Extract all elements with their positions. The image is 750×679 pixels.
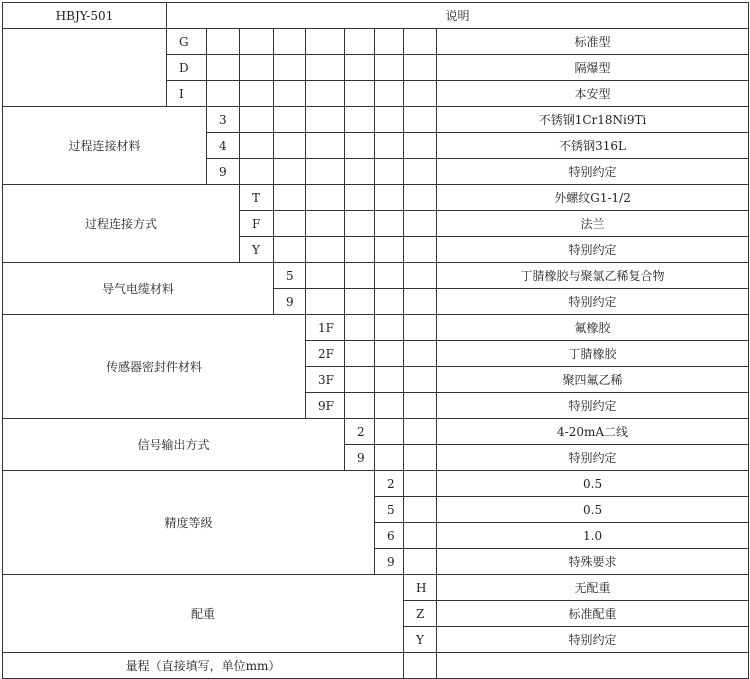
option-description: 特别约定 [437, 393, 749, 419]
empty-cell [345, 289, 375, 315]
empty-cell [345, 185, 375, 211]
empty-cell [404, 237, 437, 263]
section-label: 过程连接方式 [3, 185, 240, 263]
empty-cell [404, 419, 437, 445]
empty-cell [274, 185, 306, 211]
empty-cell [404, 523, 437, 549]
option-description: 丁腈橡胶 [437, 341, 749, 367]
empty-cell [404, 133, 437, 159]
empty-cell [404, 367, 437, 393]
option-description: 不锈钢1Cr18Ni9Ti [437, 107, 749, 133]
empty-cell [375, 159, 404, 185]
empty-cell [274, 159, 306, 185]
empty-cell [375, 211, 404, 237]
empty-cell [404, 211, 437, 237]
option-code: G [167, 29, 207, 55]
empty-cell [404, 497, 437, 523]
option-code: 2 [375, 471, 404, 497]
section-label: 导气电缆材料 [3, 263, 274, 315]
empty-cell [274, 133, 306, 159]
option-description: 特殊要求 [437, 549, 749, 575]
empty-cell [375, 237, 404, 263]
empty-cell [375, 107, 404, 133]
empty-cell [306, 29, 345, 55]
empty-cell [345, 55, 375, 81]
empty-cell [306, 263, 345, 289]
empty-cell [375, 185, 404, 211]
option-code: 3 [207, 107, 240, 133]
range-label: 量程（直接填写，单位mm） [3, 653, 404, 679]
empty-cell [345, 263, 375, 289]
empty-cell [375, 341, 404, 367]
table-row [3, 107, 749, 133]
empty-cell [306, 159, 345, 185]
option-code: 2 [345, 419, 375, 445]
empty-cell [404, 341, 437, 367]
empty-cell [274, 211, 306, 237]
option-description: 隔爆型 [437, 55, 749, 81]
empty-cell [404, 107, 437, 133]
empty-cell [306, 237, 345, 263]
empty-cell [306, 107, 345, 133]
empty-cell [375, 393, 404, 419]
option-description: 标准配重 [437, 601, 749, 627]
empty-cell [404, 315, 437, 341]
empty-cell [274, 29, 306, 55]
empty-cell [375, 367, 404, 393]
model-number: HBJY-501 [3, 3, 167, 29]
section-label: 过程连接材料 [3, 107, 207, 185]
empty-cell [404, 29, 437, 55]
option-code: 9 [375, 549, 404, 575]
empty-cell [240, 107, 274, 133]
empty-cell [274, 81, 306, 107]
option-code: 9F [306, 393, 345, 419]
empty-cell [207, 55, 240, 81]
section-label: 精度等级 [3, 471, 375, 575]
option-description: 0.5 [437, 497, 749, 523]
option-description: 丁腈橡胶与聚氯乙稀复合物 [437, 263, 749, 289]
option-code: D [167, 55, 207, 81]
table-row [3, 29, 749, 55]
empty-cell [404, 393, 437, 419]
empty-cell [345, 237, 375, 263]
model-selection-table [2, 2, 749, 679]
option-description: 标准型 [437, 29, 749, 55]
empty-cell [375, 445, 404, 471]
empty-cell [404, 263, 437, 289]
option-description: 氟橡胶 [437, 315, 749, 341]
header-row [3, 3, 749, 29]
empty-cell [274, 237, 306, 263]
option-description: 法兰 [437, 211, 749, 237]
option-description: 特别约定 [437, 627, 749, 653]
empty-cell [345, 341, 375, 367]
empty-cell [207, 81, 240, 107]
empty-cell [404, 289, 437, 315]
empty-cell [306, 81, 345, 107]
option-description: 特别约定 [437, 445, 749, 471]
empty-cell [404, 549, 437, 575]
table-row [3, 471, 749, 497]
option-description: 不锈钢316L [437, 133, 749, 159]
section-label: 信号输出方式 [3, 419, 345, 471]
empty-cell [240, 81, 274, 107]
option-description: 聚四氟乙稀 [437, 367, 749, 393]
empty-cell [240, 159, 274, 185]
empty-cell [375, 419, 404, 445]
option-code: Y [240, 237, 274, 263]
option-code: 5 [375, 497, 404, 523]
option-description: 特别约定 [437, 237, 749, 263]
table-row [3, 419, 749, 445]
option-description: 特别约定 [437, 159, 749, 185]
empty-cell [404, 653, 437, 679]
empty-cell [345, 367, 375, 393]
empty-cell [345, 393, 375, 419]
option-description: 1.0 [437, 523, 749, 549]
option-code: 9 [207, 159, 240, 185]
range-row [3, 653, 749, 679]
empty-cell [375, 55, 404, 81]
option-description: 本安型 [437, 81, 749, 107]
option-code: 1F [306, 315, 345, 341]
option-code: Z [404, 601, 437, 627]
option-code: 9 [345, 445, 375, 471]
section-label [3, 29, 167, 107]
empty-cell [345, 159, 375, 185]
option-code: 3F [306, 367, 345, 393]
empty-cell [404, 445, 437, 471]
empty-cell [306, 185, 345, 211]
empty-cell [375, 315, 404, 341]
table-row [3, 575, 749, 601]
empty-cell [345, 211, 375, 237]
empty-cell [404, 81, 437, 107]
empty-cell [345, 315, 375, 341]
option-code: T [240, 185, 274, 211]
empty-cell [404, 159, 437, 185]
empty-cell [240, 55, 274, 81]
empty-cell [375, 81, 404, 107]
option-code: 9 [274, 289, 306, 315]
empty-cell [306, 211, 345, 237]
option-description: 无配重 [437, 575, 749, 601]
option-code: 6 [375, 523, 404, 549]
empty-cell [375, 29, 404, 55]
empty-cell [240, 29, 274, 55]
empty-cell [306, 55, 345, 81]
empty-cell [274, 55, 306, 81]
option-code: 2F [306, 341, 345, 367]
option-description: 4-20mA二线 [437, 419, 749, 445]
empty-cell [306, 289, 345, 315]
option-code: F [240, 211, 274, 237]
description-header: 说明 [167, 3, 749, 29]
empty-cell [274, 107, 306, 133]
table-row [3, 185, 749, 211]
option-code: 5 [274, 263, 306, 289]
option-description: 外螺纹G1-1/2 [437, 185, 749, 211]
empty-cell [404, 185, 437, 211]
empty-cell [345, 81, 375, 107]
option-code: Y [404, 627, 437, 653]
empty-cell [306, 133, 345, 159]
empty-cell [240, 133, 274, 159]
option-code: I [167, 81, 207, 107]
empty-cell [375, 289, 404, 315]
empty-cell [375, 263, 404, 289]
empty-cell [207, 29, 240, 55]
section-label: 传感器密封件材料 [3, 315, 306, 419]
section-label: 配重 [3, 575, 404, 653]
empty-cell [404, 471, 437, 497]
empty-cell [375, 133, 404, 159]
option-description: 0.5 [437, 471, 749, 497]
table-row [3, 263, 749, 289]
option-code: 4 [207, 133, 240, 159]
table-row [3, 315, 749, 341]
option-description: 特别约定 [437, 289, 749, 315]
empty-cell [345, 29, 375, 55]
empty-cell [345, 133, 375, 159]
empty-cell [345, 107, 375, 133]
option-code: H [404, 575, 437, 601]
empty-cell [437, 653, 749, 679]
empty-cell [404, 55, 437, 81]
